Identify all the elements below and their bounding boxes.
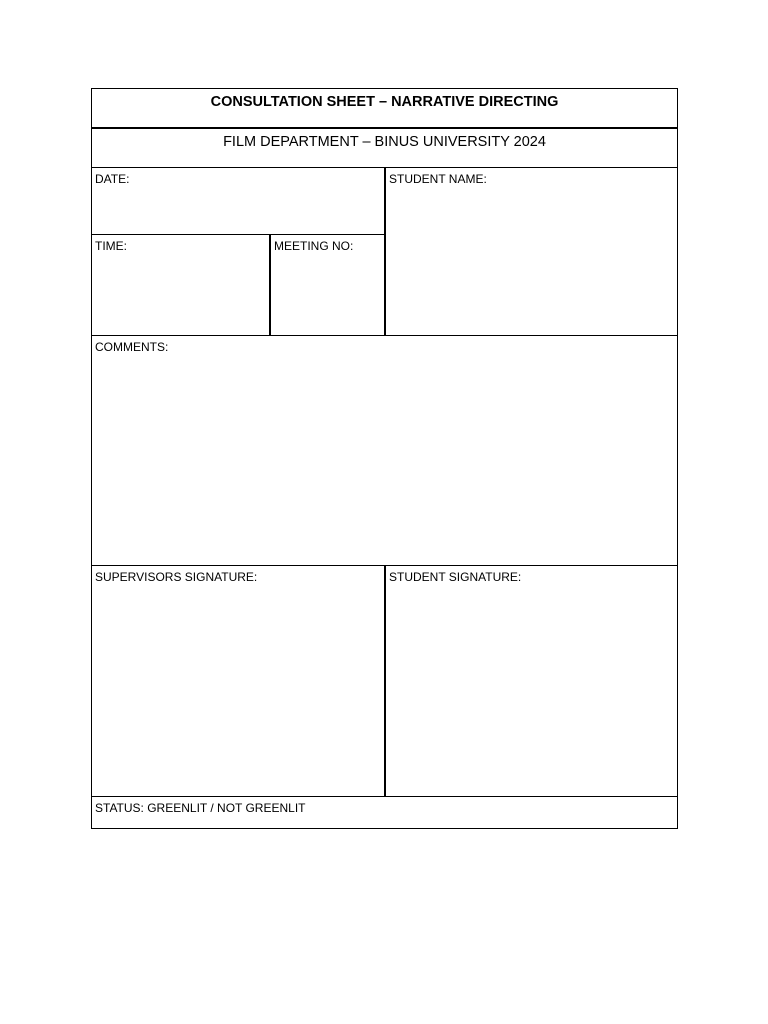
student-signature-label: STUDENT SIGNATURE: (389, 570, 522, 584)
left-right-divider-top (384, 167, 386, 335)
supervisor-signature-field[interactable] (92, 566, 384, 796)
signature-divider (384, 565, 386, 796)
time-field[interactable] (92, 235, 269, 335)
consultation-sheet-table (91, 88, 678, 829)
student-name-label: STUDENT NAME: (389, 172, 487, 186)
sheet-subtitle: FILM DEPARTMENT – BINUS UNIVERSITY 2024 (223, 134, 546, 150)
student-name-field[interactable] (386, 168, 677, 335)
date-field[interactable] (92, 168, 385, 234)
title-row (92, 89, 677, 127)
subtitle-row (92, 129, 677, 167)
student-signature-field[interactable] (386, 566, 677, 796)
status-field[interactable] (92, 797, 677, 828)
sheet-title: CONSULTATION SHEET – NARRATIVE DIRECTING (210, 94, 559, 110)
status-label: STATUS: GREENLIT / NOT GREENLIT (95, 801, 306, 815)
comments-label: COMMENTS: (95, 340, 169, 354)
date-label: DATE: (95, 172, 130, 186)
time-label: TIME: (95, 239, 127, 253)
meeting-no-label: MEETING NO: (274, 239, 354, 253)
time-meeting-divider (269, 234, 271, 335)
meeting-no-field[interactable] (271, 235, 385, 335)
supervisor-signature-label: SUPERVISORS SIGNATURE: (95, 570, 258, 584)
comments-field[interactable] (92, 336, 677, 565)
